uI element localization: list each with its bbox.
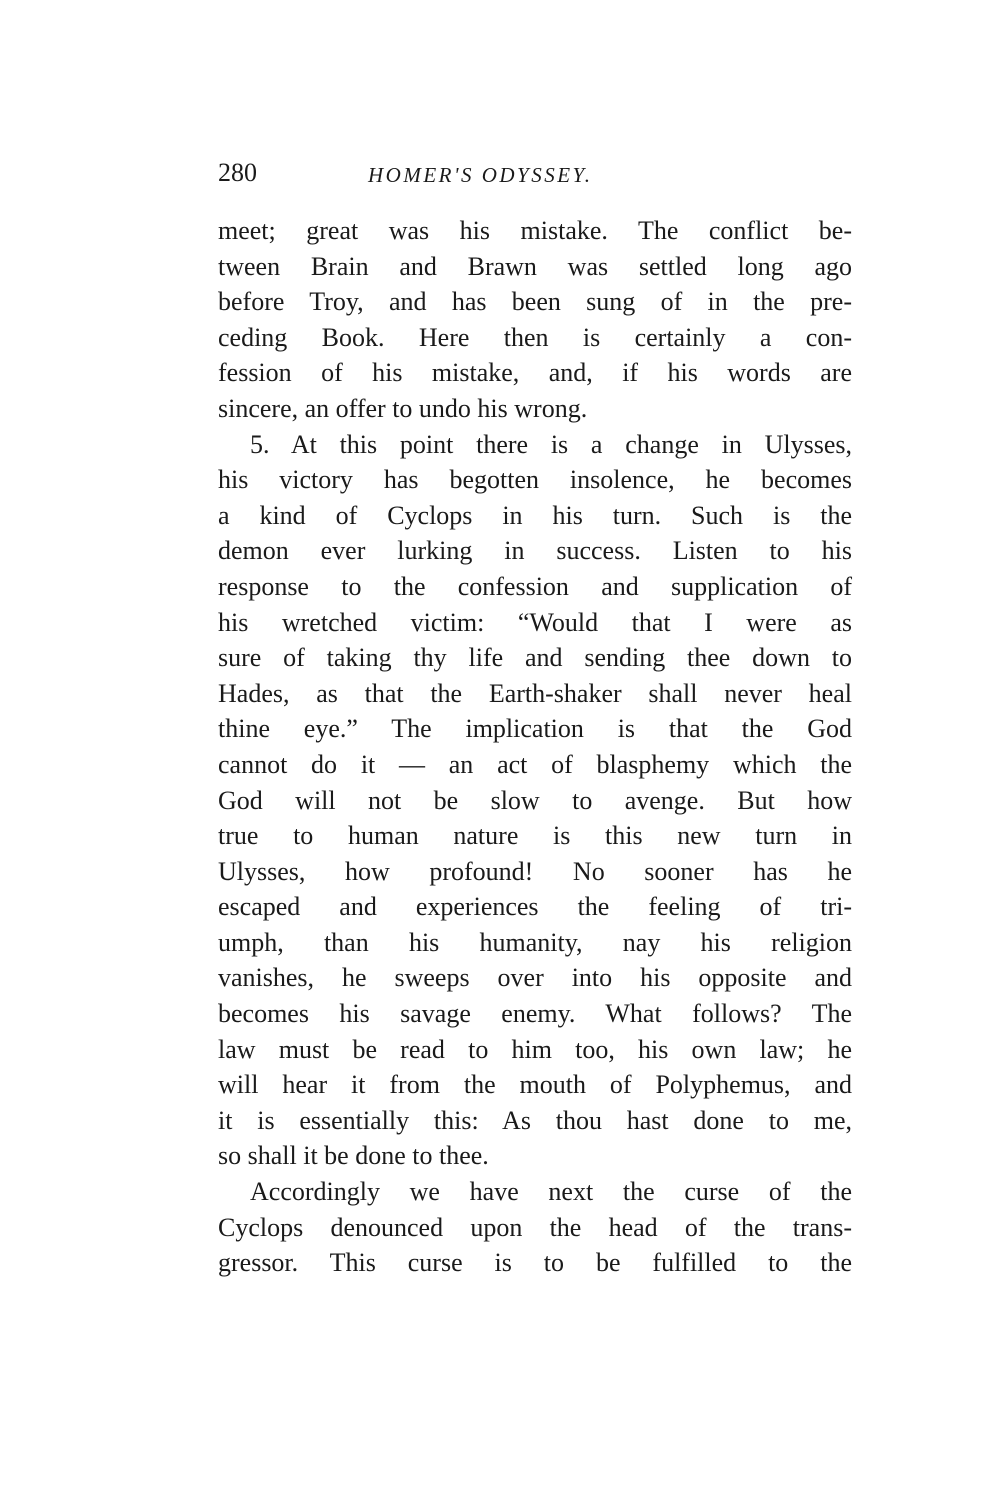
text-line: Accordingly we have next the curse of the <box>250 1177 852 1207</box>
text-line: becomes his savage enemy. What follows? The <box>218 999 852 1029</box>
text-line: cannot do it — an act of blasphemy which the <box>218 749 852 779</box>
text-line: thine eye.” The implication is that the God <box>218 714 852 744</box>
text-line: Cyclops denounced upon the head of the trans- <box>218 1212 852 1242</box>
text-line: before Troy, and has been sung of in the pre- <box>218 287 852 317</box>
text-line: response to the confession and supplication of <box>218 571 852 601</box>
page-number: 280 <box>218 158 257 187</box>
text-line: a kind of Cyclops in his turn. Such is the <box>218 500 852 530</box>
running-head <box>218 158 858 188</box>
text-line: escaped and experiences the feeling of tri- <box>218 892 852 922</box>
text-line: Ulysses, how profound! No sooner has he <box>218 856 852 886</box>
text-line: vanishes, he sweeps over into his opposite and <box>218 963 852 993</box>
text-line: sure of taking thy life and sending thee down to <box>218 643 852 673</box>
text-line: it is essentially this: As thou hast done to me, <box>218 1105 852 1135</box>
body-text <box>218 213 852 1281</box>
text-line: God will not be slow to avenge. But how <box>218 785 852 815</box>
text-line: gressor. This curse is to be fulfilled to the <box>218 1248 852 1278</box>
paragraph-3 <box>218 1174 852 1281</box>
text-line: 5. At this point there is a change in Ulysses, <box>250 429 852 459</box>
text-line: ceding Book. Here then is certainly a con- <box>218 322 852 352</box>
text-line: so shall it be done to thee. <box>218 1141 489 1171</box>
text-line: will hear it from the mouth of Polyphemus, and <box>218 1070 852 1100</box>
text-line: meet; great was his mistake. The conflict be- <box>218 216 852 245</box>
text-line: umph, than his humanity, nay his religion <box>218 927 852 957</box>
text-line: tween Brain and Brawn was settled long ago <box>218 251 852 281</box>
text-line: demon ever lurking in success. Listen to his <box>218 536 852 566</box>
running-title: HOMER'S ODYSSEY. <box>368 163 593 187</box>
text-line: his wretched victim: “Would that I were as <box>218 607 852 637</box>
text-line: law must be read to him too, his own law; he <box>218 1034 852 1064</box>
paragraph-1 <box>218 213 852 427</box>
text-line: Hades, as that the Earth-shaker shall never heal <box>218 678 852 708</box>
text-line: true to human nature is this new turn in <box>218 821 852 851</box>
text-line: fession of his mistake, and, if his words are <box>218 358 852 388</box>
paragraph-2 <box>218 427 852 1174</box>
text-line: sincere, an offer to undo his wrong. <box>218 393 588 423</box>
text-line: his victory has begotten insolence, he becomes <box>218 465 852 495</box>
